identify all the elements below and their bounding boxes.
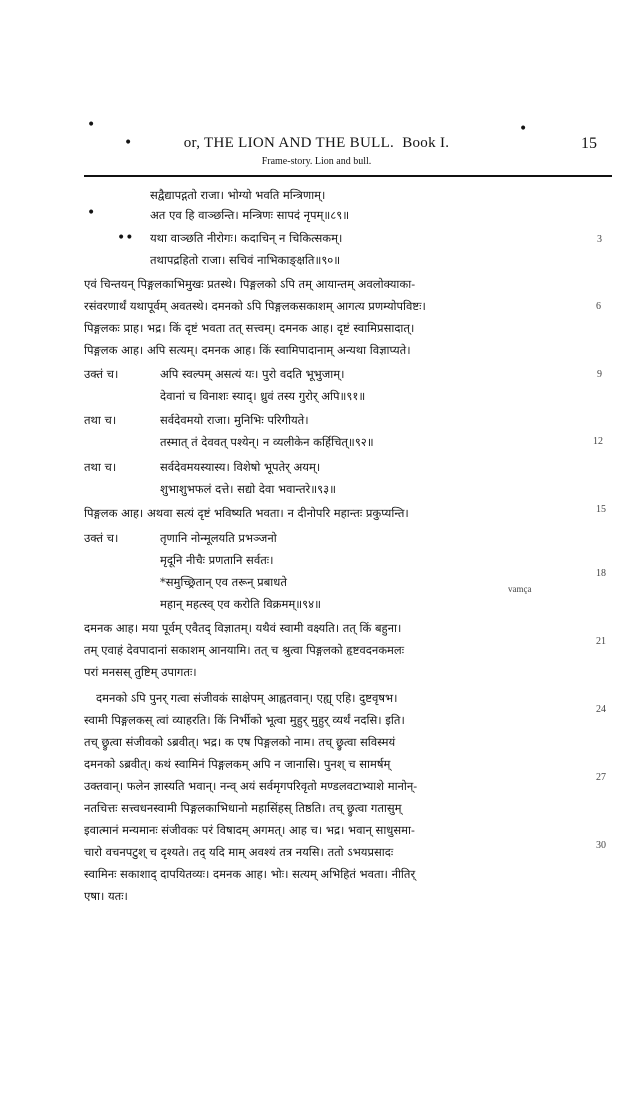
line-number: 27 — [596, 772, 606, 783]
verse-line: महान् महत्स्व् एव करोति विक्रमम्॥९४॥ — [160, 597, 321, 611]
prose-line: तच् छ्रुत्वा संजीवको ऽब्रवीत्। भद्र। क एष पिङ्गलको नाम। तच् छ्रुत्वा सविस्मयं — [84, 735, 396, 749]
verse-line: यथा वाञ्छति नीरोगः। कदाचिन् न चिकित्सकम्। — [150, 231, 343, 245]
citation-label: तथा च। — [84, 460, 117, 474]
prose-line: नतचित्तः सत्त्वधनस्वामी पिङ्गलकाभिधानो महासिंहस् तिष्ठति। तच् छ्रुत्वा गतासुम् — [84, 801, 402, 815]
verse-line: सद्वैद्यापद्गतो राजा। भोग्यो भवति मन्त्रिणाम्। — [150, 188, 326, 202]
line-number: 21 — [596, 636, 606, 647]
line-number: 6 — [596, 301, 601, 312]
citation-label: उक्तं च। — [84, 531, 119, 545]
page-number: 15 — [581, 135, 597, 152]
prose-line: एवं चिन्तयन् पिङ्गलकाभिमुखः प्रतस्थे। पिङ्गलको ऽपि तम् आयान्तम् अवलोक्याका- — [84, 277, 416, 291]
prose-line: पिङ्गलक आह। अपि सत्यम्। दमनक आह। किं स्वामिपादानाम् अन्यथा विज्ञाप्यते। — [84, 343, 411, 357]
ink-speck: • — [124, 135, 133, 151]
running-header — [0, 135, 633, 152]
prose-line: रसंवरणार्थं यथापूर्वम् अवतस्थे। दमनको ऽपि पिङ्गलकसकाशम् आगत्य प्रणम्योपविष्टः। — [84, 299, 426, 313]
prose-line: परां मनसस् तुष्टिम् उपागतः। — [84, 665, 197, 679]
ink-speck: • — [87, 205, 96, 221]
verse-line: अपि स्वल्पम् असत्यं यः। पुरो वदति भूभुजाम्। — [160, 367, 345, 381]
verse-line: तथापद्रहितो राजा। सचिवं नाभिकाङ्क्षति॥९०॥ — [150, 253, 341, 267]
prose-line: इवात्मानं मन्यमानः संजीवकः परं विषादम् अगमत्। आह च। भद्र। भवान् साधुसमा- — [84, 823, 415, 837]
verse-line: मृदूनि नीचैः प्रणतानि सर्वतः। — [160, 553, 274, 567]
verse-line: सर्वदेवमयो राजा। मुनिभिः परिगीयते। — [160, 413, 309, 427]
header-book: Book I. — [402, 135, 450, 151]
verse-line: तृणानि नोन्मूलयति प्रभञ्जनो — [160, 531, 277, 545]
section-subtitle: Frame-story. Lion and bull. — [261, 156, 372, 167]
verse-line: *समुच्छ्रितान् एव तरून् प्रबाधते — [160, 575, 287, 589]
prose-line: दमनक आह। मया पूर्वम् एवैतद् विज्ञातम्। यथैवं स्वामी वक्ष्यति। तत् किं बहुना। — [84, 621, 402, 635]
prose-line: पिङ्गलकः प्राह। भद्र। किं दृष्टं भवता तत् सत्त्वम्। दमनक आह। दृष्टं स्वामिप्रसादात्। — [84, 321, 415, 335]
verse-line: तस्मात् तं देववत् पश्येन्। न व्यलीकेन कर्हिचित्॥९२॥ — [160, 435, 374, 449]
line-number: 15 — [596, 504, 606, 515]
prose-line: दमनको ऽपि पुनर् गत्वा संजीवकं साक्षेपम् आह्वतवान्। एह्य् एहि। दुष्टवृषभ। — [96, 691, 398, 705]
header-rule — [84, 175, 612, 177]
line-number: 12 — [593, 436, 603, 447]
prose-line: दमनको ऽब्रवीत्। कथं स्वामिनं पिङ्गलकम् अपि न जानासि। पुनश् च सामर्षम् — [84, 757, 391, 771]
ink-speck: • — [519, 121, 528, 137]
line-number: 3 — [597, 234, 602, 245]
ink-speck: • — [87, 117, 96, 133]
prose-line: तम् एवाहं देवपादानां सकाशम् आनयामि। तत् च श्रुत्वा पिङ्गलको हृष्टवदनकमलः — [84, 643, 405, 657]
prose-line: चारो वचनपटुश् च दृश्यते। तद् यदि माम् अवश्यं तत्र नयसि। ततो ऽभयप्रसादः — [84, 845, 394, 859]
citation-label: तथा च। — [84, 413, 117, 427]
header-title: or, THE LION AND THE BULL. — [183, 135, 395, 151]
line-number: 30 — [596, 840, 606, 851]
line-number: 18 — [596, 568, 606, 579]
verse-line: अत एव हि वाञ्छन्ति। मन्त्रिणः सापदं नृपम्॥८९॥ — [150, 208, 350, 222]
verse-line: शुभाशुभफलं दत्ते। सद्यो देवा भवान्तरे॥९३॥ — [160, 482, 336, 496]
line-number: 24 — [596, 704, 606, 715]
prose-line: एषा। यतः। — [84, 889, 128, 903]
prose-line: पिङ्गलक आह। अथवा सत्यं दृष्टं भविष्यति भवता। न दीनोपरि महान्तः प्रकुप्यन्ति। — [84, 506, 409, 520]
meter-note: vamça — [508, 584, 532, 594]
ink-speck: •• — [117, 230, 134, 246]
verse-line: देवानां च विनाशः स्याद्। ध्रुवं तस्य गुरोर् अपि॥९१॥ — [160, 389, 366, 403]
citation-label: उक्तं च। — [84, 367, 119, 381]
prose-line: उक्तवान्। फलेन ज्ञास्यति भवान्। नन्व् अयं सर्वमृगपरिवृतो मण्डलवटाभ्याशे मानोन्- — [84, 779, 418, 793]
prose-line: स्वामिनः सकाशाद् दापयितव्यः। दमनक आह। भोः। सत्यम् अभिहितं भवता। नीतिर् — [84, 867, 416, 881]
line-number: 9 — [597, 369, 602, 380]
verse-line: सर्वदेवमयस्यास्य। विशेषो भूपतेर् अयम्। — [160, 460, 321, 474]
prose-line: स्वामी पिङ्गलकस् त्वां व्याहरति। किं निर्भीको भूत्वा मुहुर् मुहुर् व्यर्थं नदसि। इति। — [84, 713, 405, 727]
